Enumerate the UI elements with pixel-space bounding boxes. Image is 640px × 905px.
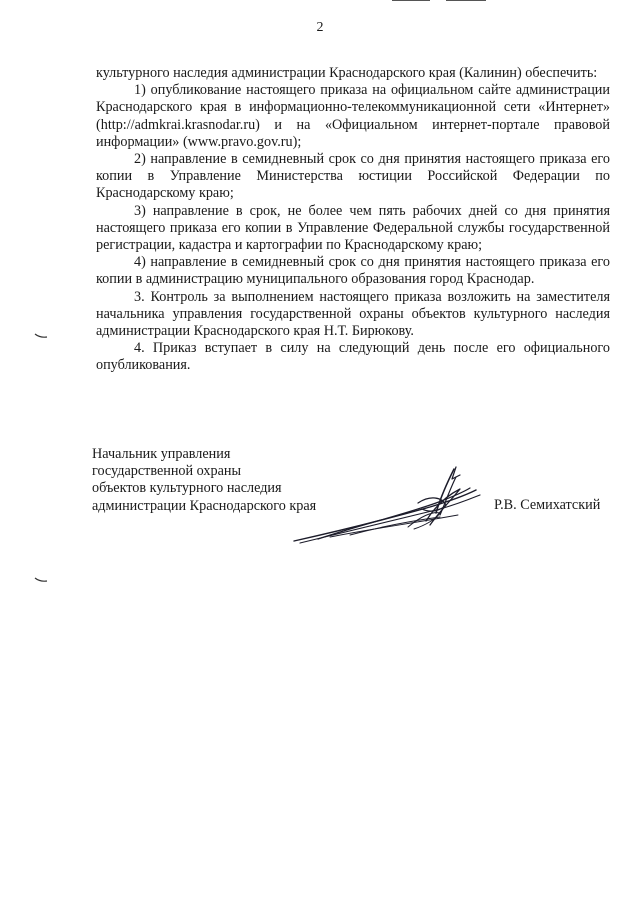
position-line: объектов культурного наследия [92,480,282,497]
paragraph-clause-4: 4. Приказ вступает в силу на следующий день после его официального опубликования. [96,340,610,374]
signatory-name: Р.В. Семихатский [494,497,601,513]
paragraph-item-2: 2) направление в семидневный срок со дня принятия настоящего приказа его копии в Управление Министерства юстиции Российской Федерации по Краснодарскому краю; [96,151,610,202]
paragraph-item-4: 4) направление в семидневный срок со дня принятия настоящего приказа его копии в администрацию муниципального образования город Краснодар. [96,254,610,288]
paragraph-item-3: 3) направление в срок, не более чем пять рабочих дней со дня принятия настоящего приказа его копии в Управление Федеральной службы государственной регистрации, кадастра и картографии по Краснодарскому краю; [96,202,610,254]
position-line: администрации Краснодарского края [92,497,317,514]
document-body [96,65,610,375]
paragraph-clause-3: 3. Контроль за выполнением настоящего приказа возложить на заместителя начальника управления государственной охраны объектов культурного наследия администрации Краснодарского края Н.Т. Бирюкову. [96,288,610,340]
scan-edge-mark [446,0,486,1]
scan-edge-mark [392,0,430,1]
margin-tick-mark [34,577,48,583]
position-line: Начальник управления [92,446,231,462]
page-number: 2 [316,20,324,35]
paragraph-continuation: культурного наследия администрации Краснодарского края (Калинин) обеспечить: [96,65,598,81]
signatory-position [92,446,316,515]
paragraph-item-1: 1) опубликование настоящего приказа на официальном сайте администрации Краснодарского края в информационно-телекоммуникационной сети «Интернет» (http://admkrai.krasnodar.ru) и на «Официальном интернет-портале правовой информации» (www.pravo.gov.ru); [96,82,610,150]
handwritten-signature [290,455,500,550]
margin-tick-mark [34,333,48,339]
position-line: государственной охраны [92,463,242,480]
